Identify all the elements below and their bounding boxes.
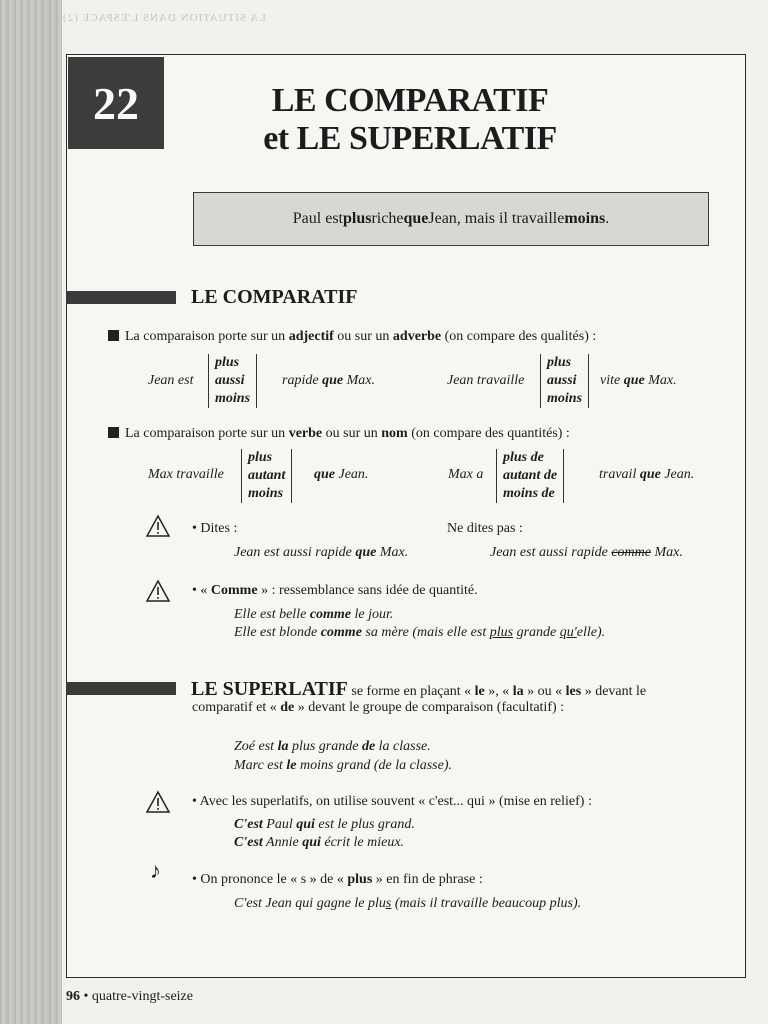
pronunciation-example: C'est Jean qui gagne le plus (mais il travaille beaucoup plus). [234, 896, 582, 911]
page-number-words: quatre-vingt-seize [91, 989, 193, 1004]
title-line-1: LE COMPARATIF [271, 82, 549, 119]
example-subject: Jean travaille [447, 373, 525, 388]
rule-verbe: La comparaison porte sur un verbe ou sur un nom (on compare des quantités) : [108, 426, 570, 442]
relief-example-1: C'est Paul qui est le plus grand. [234, 817, 415, 832]
pronunciation-rule: • On prononce le « s » de « plus » en fin de phrase : [192, 872, 483, 887]
example-tail: vite que Max. [600, 373, 677, 388]
warning-triangle-icon [145, 790, 171, 814]
dites-example: Jean est aussi rapide que Max. [234, 545, 409, 560]
section-heading-comparatif: LE COMPARATIF [191, 286, 358, 308]
example-tail: travail que Jean. [599, 467, 695, 482]
comparison-words: plus aussi moins [208, 354, 257, 408]
section-bar [66, 682, 176, 695]
chapter-number: 22 [68, 57, 164, 149]
comparison-words: plus autant moins [241, 449, 292, 503]
superlatif-rule-line-2: comparatif et « de » devant le groupe de comparaison (facultatif) : [192, 700, 565, 715]
bullet-square [108, 330, 119, 341]
superlatif-example-2: Marc est le moins grand (de la classe). [234, 758, 453, 773]
example-tail: rapide que Max. [282, 373, 375, 388]
example-subject: Max travaille [148, 467, 224, 482]
comparison-words: plus de autant de moins de [496, 449, 564, 503]
title-line-2: et LE SUPERLATIF [263, 120, 557, 157]
ne-dites-label: Ne dites pas : [447, 521, 523, 536]
dites-label: • Dites : [192, 521, 238, 536]
warning-triangle-icon [145, 514, 171, 538]
comme-example-1: Elle est belle comme le jour. [234, 607, 394, 622]
ne-dites-example: Jean est aussi rapide comme Max. [490, 545, 683, 560]
superlatif-example-1: Zoé est la plus grande de la classe. [234, 739, 431, 754]
key-example: Paul est plus riche que Jean, mais il travaille moins . [193, 192, 709, 246]
example-subject: Jean est [148, 373, 194, 388]
section-heading-superlatif: LE SUPERLATIF [191, 678, 348, 700]
relief-example-2: C'est Annie qui écrit le mieux. [234, 835, 405, 850]
page-number: 96 [66, 989, 80, 1004]
example-tail: que Jean. [314, 467, 369, 482]
example-subject: Max a [448, 467, 484, 482]
comparison-words: plus aussi moins [540, 354, 589, 408]
section-bar [66, 291, 176, 304]
comme-rule: • « Comme » : ressemblance sans idée de quantité. [192, 583, 478, 598]
warning-triangle-icon [145, 579, 171, 603]
music-note-icon: ♪ [150, 858, 161, 883]
rule-adjectif: La comparaison porte sur un adjectif ou sur un adverbe (on compare des qualités) : [108, 329, 596, 345]
bleed-through-header: LA SITUATION DANS L'ESPACE (2) [62, 12, 266, 24]
mise-en-relief-rule: • Avec les superlatifs, on utilise souvent « c'est... qui » (mise en relief) : [192, 794, 592, 809]
page-title [260, 82, 560, 158]
bullet-square [108, 427, 119, 438]
page-footer: 96 • quatre-vingt-seize [66, 989, 193, 1004]
book-binding [0, 0, 62, 1024]
superlatif-rule-line-1: LE SUPERLATIF se forme en plaçant « le », « la » ou « les » devant le [191, 678, 647, 700]
comme-example-2: Elle est blonde comme sa mère (mais elle est plus grande qu'elle). [234, 625, 606, 640]
